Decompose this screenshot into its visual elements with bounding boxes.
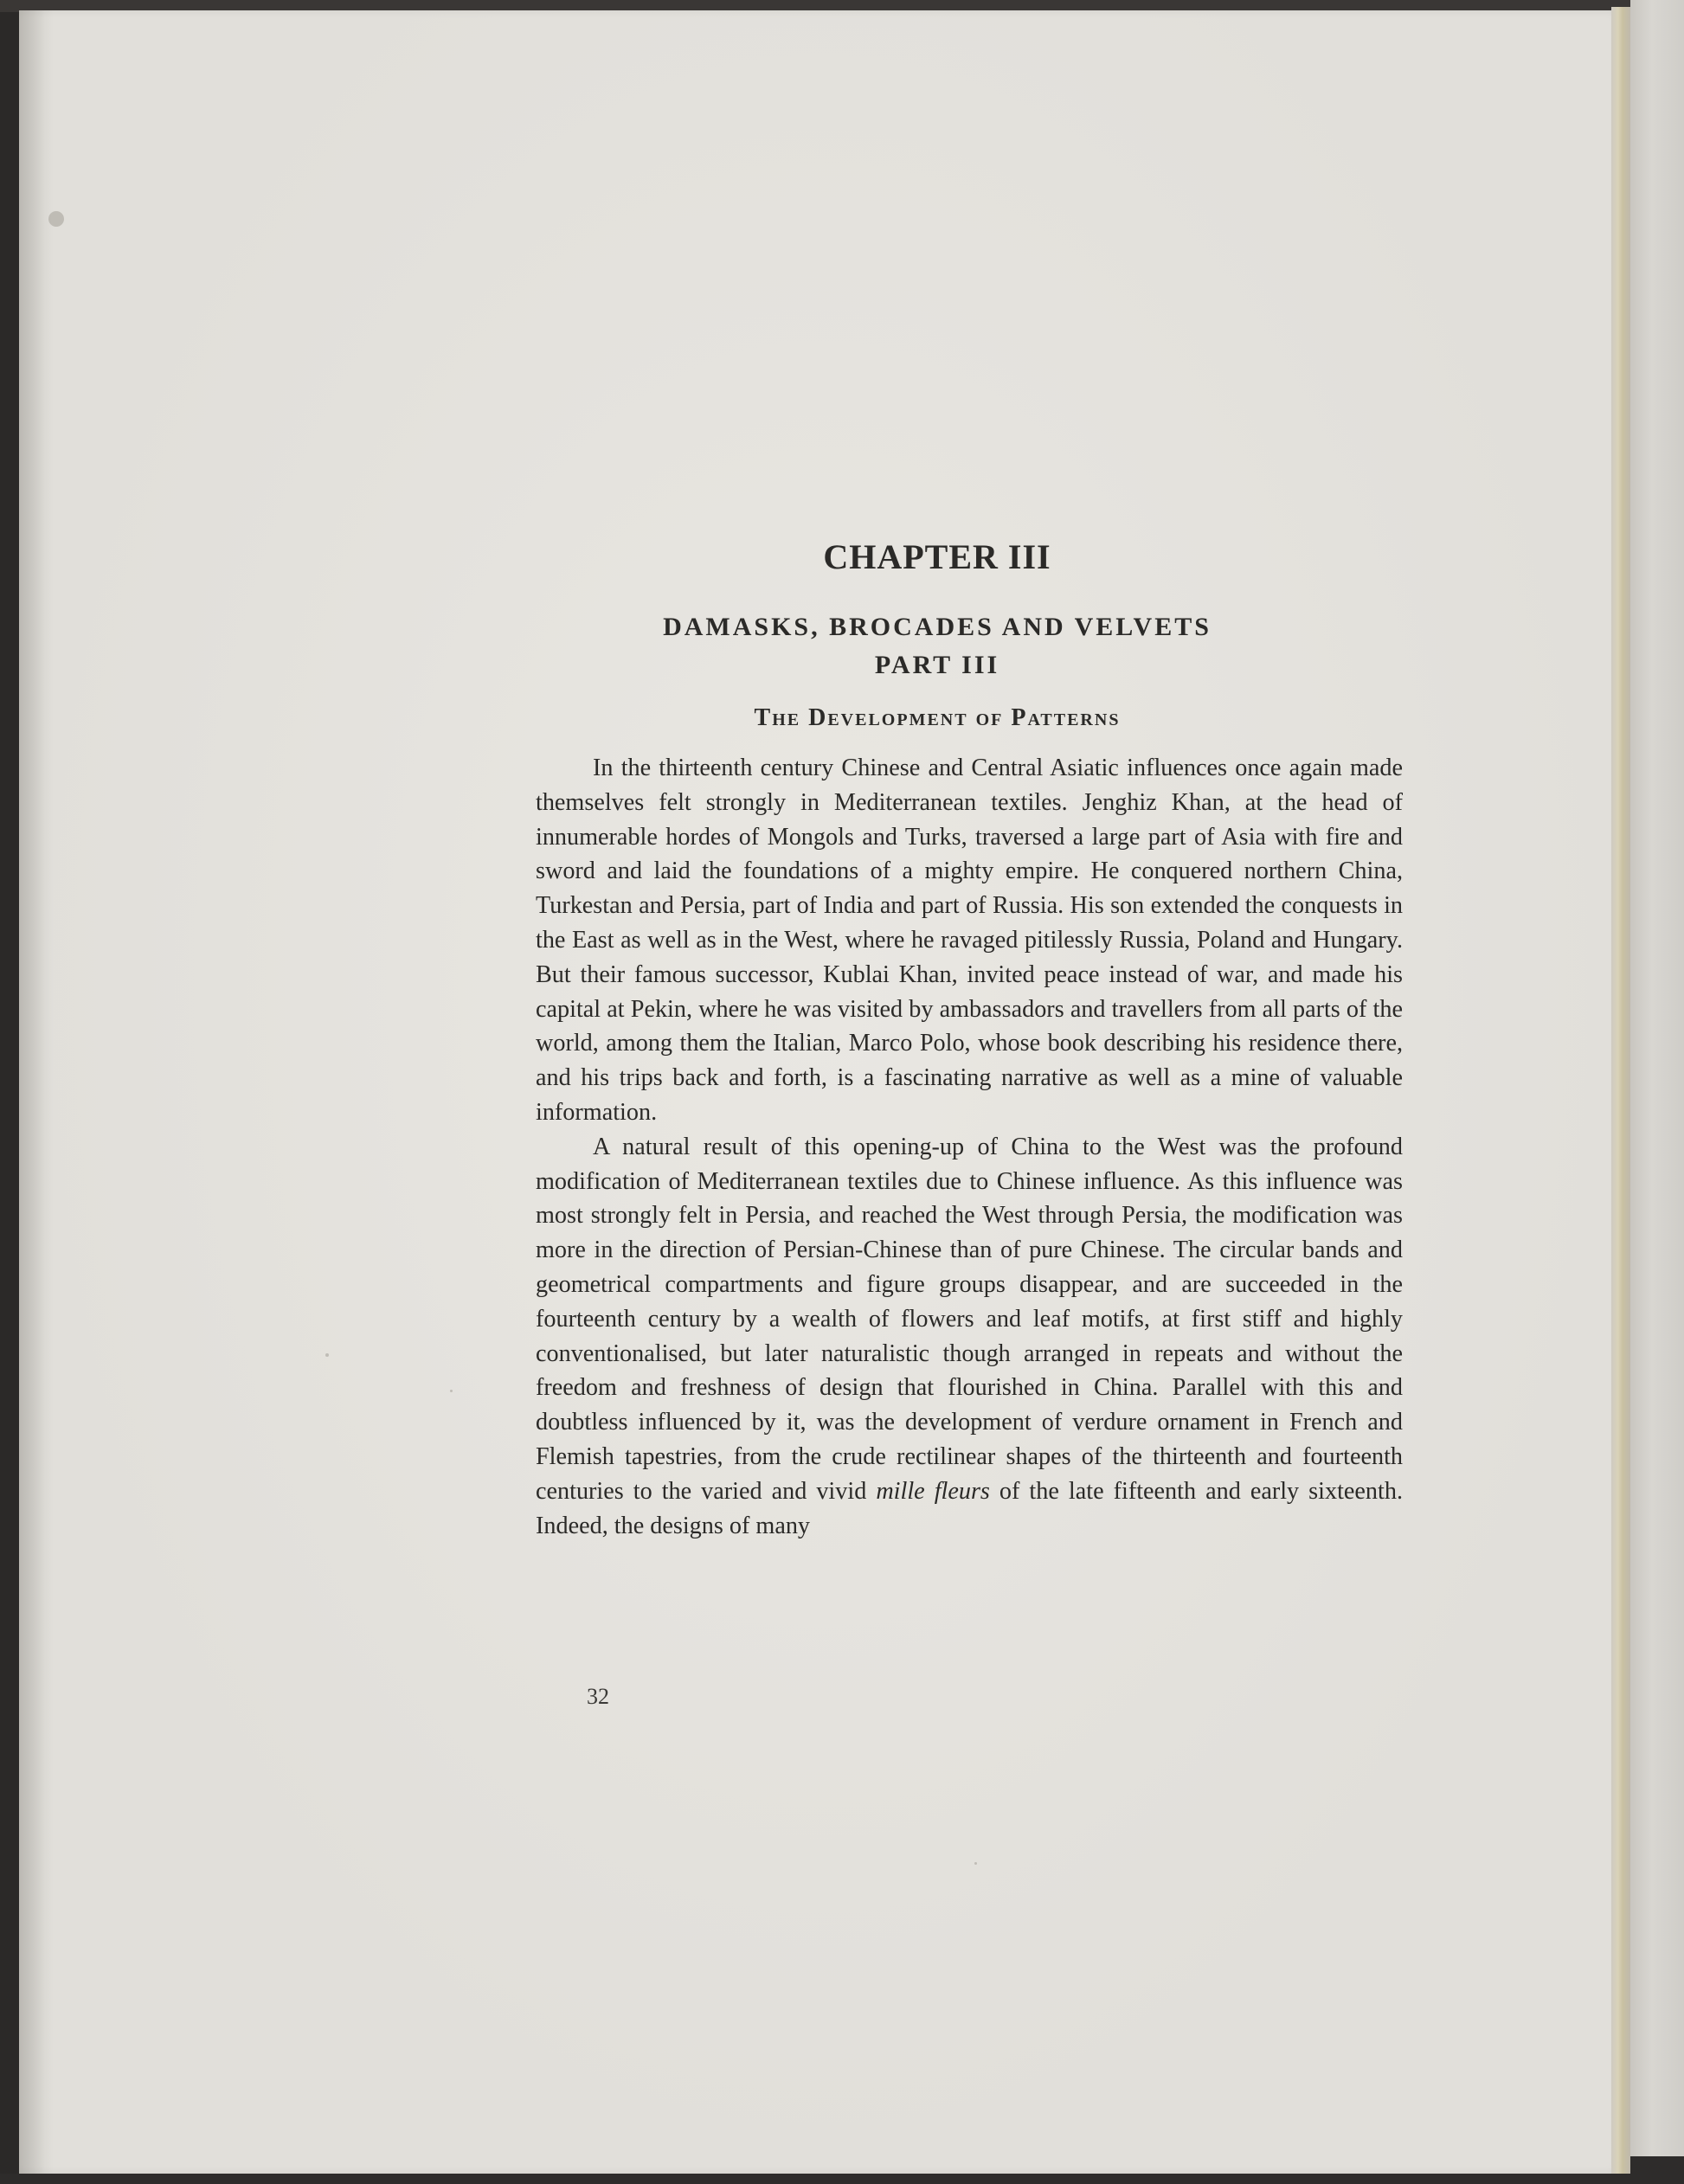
adjacent-page-edge — [1630, 0, 1684, 2184]
chapter-title: CHAPTER III — [823, 537, 1051, 576]
paper-speck — [450, 1390, 453, 1392]
page-gutter — [1611, 7, 1630, 2177]
page-number: 32 — [587, 1684, 609, 1709]
section-title: DAMASKS, BROCADES AND VELVETS — [663, 613, 1212, 641]
subsection-title: The Development of Patterns — [754, 704, 1121, 731]
binding-edge — [0, 0, 19, 2184]
italic-phrase: mille fleurs — [876, 1477, 990, 1505]
paragraph-2 — [536, 1130, 1403, 1544]
paper-speck — [48, 211, 64, 227]
scan-bottom-edge — [0, 2174, 1684, 2184]
paragraph-1: In the thirteenth century Chinese and Central Asiatic influences once again made themselves felt strongly in Mediterranean textiles. Jenghiz Khan, at the head of innumerable hordes of Mongols and Turks, traversed a large part of Asia with fire and sword and laid the foundations of a mighty empire. He conquered northern China, Turkestan and Persia, part of India and part of Russia. His son extended the conquests in the East as well as in the West, where he ravaged pitilessly Russia, Poland and Hungary. But their famous successor, Kublai Khan, invited peace instead of war, and made his capital at Pekin, where he was visited by ambassadors and travellers from all parts of the world, among them the Italian, Marco Polo, whose book describing his residence there, and his trips back and forth, is a fascinating narrative as well as a mine of valuable information. — [536, 755, 1403, 1126]
paper-speck — [325, 1353, 329, 1357]
part-title: PART III — [874, 651, 1000, 679]
paragraph-2-text: A natural result of this opening-up of China to the West was the profound modification of Mediterranean textiles due to Chinese influence. As this influence was most strongly felt in Persia, and reached the West through Persia, the modification was more in the direction of Persian-Chinese than of pure Chinese. The circular bands and geometrical compartments and figure groups disappear, and are succeeded in the fourteenth century by a wealth of flowers and leaf motifs, at first stiff and highly conventionalised, but later naturalistic though arranged in repeats and without the freedom and freshness of design that flourished in China. Parallel with this and doubtless influenced by it, was the development of verdure ornament in French and Flemish tapestries, from the crude rectilinear shapes of the thirteenth and fourteenth centuries to the varied and vivid — [536, 1133, 1403, 1505]
page-shadow — [19, 10, 45, 2174]
paragraph-2-end: of the late fifteenth and early sixteenth. Indeed, the designs of many — [536, 1477, 1403, 1539]
body-text — [536, 751, 1403, 1543]
paper-speck — [974, 1862, 977, 1865]
